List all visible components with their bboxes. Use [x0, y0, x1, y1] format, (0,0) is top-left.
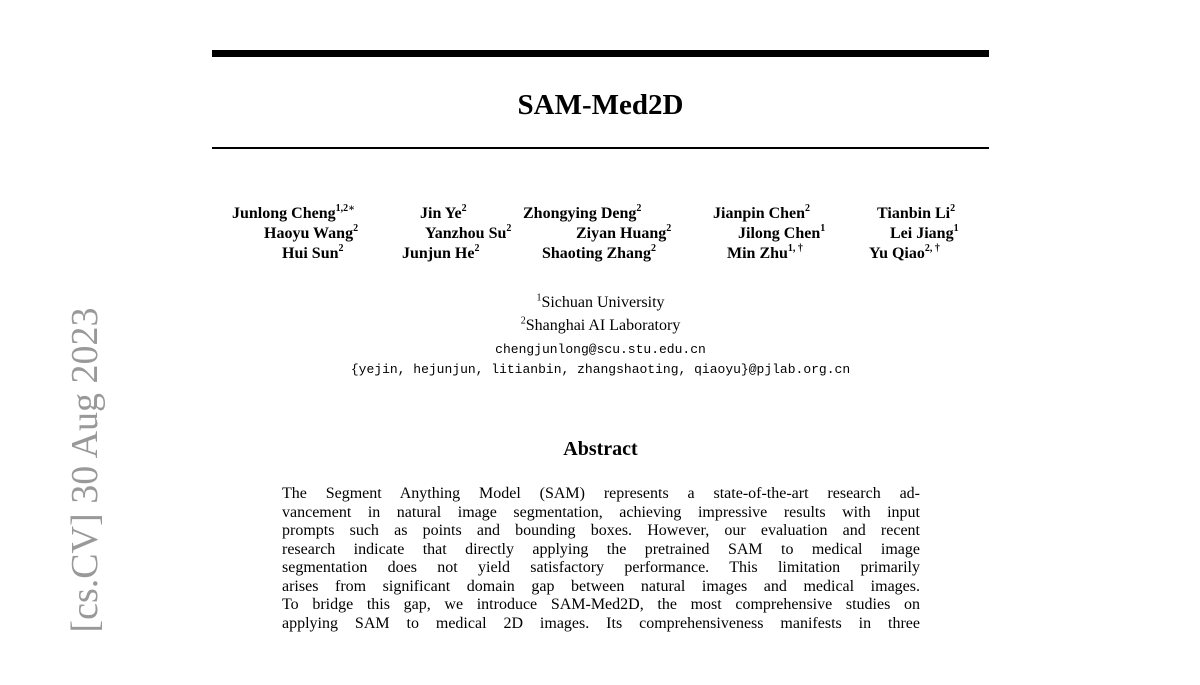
author-row [224, 244, 984, 264]
author-affiliation-mark: 2 [666, 222, 672, 234]
abstract-heading: Abstract [563, 438, 638, 460]
author-affiliation-mark: 1,2∗ [335, 202, 356, 214]
author-list [224, 204, 984, 264]
author [576, 224, 671, 244]
author-affiliation-mark: 2 [353, 222, 359, 234]
affiliation-mark: 2 [520, 315, 526, 327]
author-affiliation-mark: 1 [953, 222, 959, 234]
abstract-line: The Segment Anything Model (SAM) represents a state-of-the-art research ad- [282, 485, 920, 502]
author-affiliation-mark: 2 [636, 202, 642, 214]
author-affiliation-mark: 2 [506, 222, 512, 234]
arxiv-identifier-stamp: [cs.CV] 30 Aug 2023 [64, 307, 106, 633]
author-name: Lei Jiang [890, 225, 954, 242]
author [282, 244, 343, 264]
author [264, 224, 358, 244]
author-affiliation-mark: 2 [950, 202, 956, 214]
affiliation-name: Shanghai AI Laboratory [525, 317, 681, 334]
author [877, 204, 955, 224]
author [542, 244, 656, 264]
author-row [224, 204, 984, 224]
author-name: Junjun He [402, 245, 475, 262]
paper-title: SAM-Med2D [517, 89, 684, 121]
affiliation [212, 315, 989, 337]
author-name: Haoyu Wang [264, 225, 354, 242]
author-name: Jin Ye [420, 205, 462, 222]
abstract-line: prompts such as points and bounding boxes. However, our evaluation and recent [282, 522, 920, 539]
abstract-body [282, 485, 920, 633]
author-row [224, 224, 984, 244]
author-name: Shaoting Zhang [542, 245, 651, 262]
author-name: Junlong Cheng [232, 205, 336, 222]
author [738, 224, 825, 244]
author-name: Min Zhu [727, 245, 788, 262]
author [523, 204, 641, 224]
group-email[interactable]: {yejin, hejunjun, litianbin, zhangshaoting, qiaoyu}@pjlab.org.cn [350, 362, 851, 377]
author-name: Hui Sun [282, 245, 339, 262]
abstract-line: research indicate that directly applying the pretrained SAM to medical image [282, 540, 920, 558]
author-name: Jianpin Chen [713, 205, 806, 222]
title-top-rule [212, 50, 989, 57]
author [232, 204, 355, 224]
abstract-line: segmentation does not yield satisfactory performance. This limitation primarily [282, 559, 920, 576]
author [890, 224, 959, 244]
author-name: Tianbin Li [877, 205, 951, 222]
title-bottom-rule [212, 147, 989, 149]
author-affiliation-mark: 2 [461, 202, 467, 214]
abstract-line: vancement in natural image segmentation, achieving impressive results with input [282, 503, 920, 521]
author-name: Ziyan Huang [576, 225, 667, 242]
abstract-line: arises from significant domain gap between natural images and medical images. [282, 577, 920, 595]
author-name: Yanzhou Su [425, 225, 507, 242]
author-affiliation-mark: 2 [805, 202, 811, 214]
affiliation [212, 292, 989, 314]
author [727, 244, 803, 264]
author [869, 244, 940, 264]
author-email[interactable]: chengjunlong@scu.stu.edu.cn [495, 342, 706, 357]
abstract-line: To bridge this gap, we introduce SAM-Med2D, the most comprehensive studies on [282, 596, 920, 613]
author [402, 244, 479, 264]
author [425, 224, 511, 244]
affiliation-name: Sichuan University [541, 294, 665, 311]
author-name: Jilong Chen [738, 225, 821, 242]
author-affiliation-mark: 2 [474, 242, 480, 254]
author-name: Yu Qiao [869, 245, 925, 262]
author-affiliation-mark: 2 [338, 242, 344, 254]
author-affiliation-mark: 2, † [924, 242, 940, 254]
affiliation-mark: 1 [536, 292, 542, 304]
author-affiliation-mark: 1 [820, 222, 826, 234]
author-name: Zhongying Deng [523, 205, 637, 222]
author [420, 204, 467, 224]
abstract-line: applying SAM to medical 2D images. Its comprehensiveness manifests in three [282, 614, 920, 632]
author [713, 204, 810, 224]
author-affiliation-mark: 1, † [787, 242, 803, 254]
author-affiliation-mark: 2 [650, 242, 656, 254]
